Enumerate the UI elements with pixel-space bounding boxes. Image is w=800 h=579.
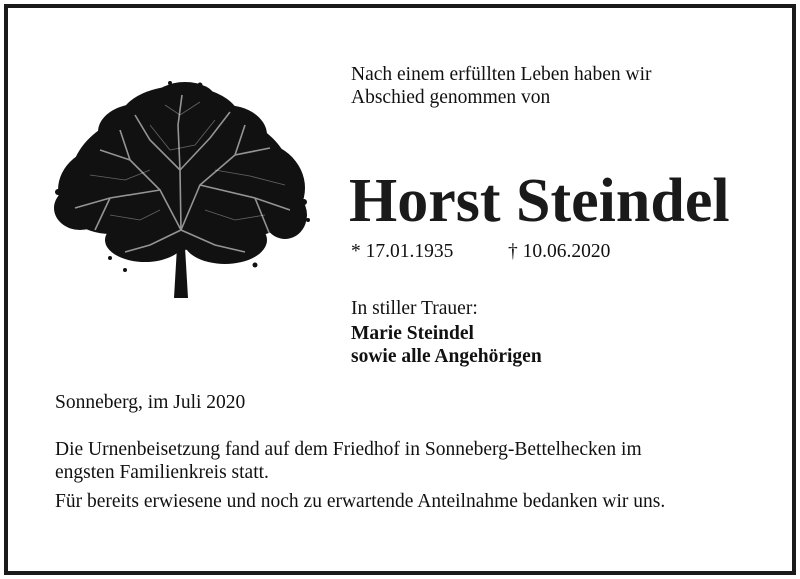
mourner-relatives: sowie alle Angehörigen: [351, 346, 542, 367]
mourning-label: In stiller Trauer:: [351, 298, 478, 319]
deceased-name: Horst Steindel: [349, 167, 730, 235]
burial-line-1: Die Urnenbeisetzung fand auf dem Friedhof in Sonneberg-Bettelhecken im: [55, 439, 642, 460]
thanks-text: Für bereits erwiesene und noch zu erwartende Anteilnahme bedanken wir uns.: [55, 491, 666, 512]
burial-line-2: engsten Familienkreis statt.: [55, 462, 269, 483]
intro-line-2: Abschied genommen von: [351, 87, 551, 108]
place-date: Sonneberg, im Juli 2020: [55, 392, 246, 413]
birth-date: * 17.01.1935: [351, 241, 454, 262]
burial-info: [55, 438, 642, 484]
notice-frame: [4, 4, 796, 575]
intro-line-1: Nach einem erfüllten Leben haben wir: [351, 64, 652, 85]
death-date: † 10.06.2020: [508, 241, 611, 262]
intro-text: [351, 63, 652, 109]
tree-icon: [50, 80, 312, 298]
mourner-name: Marie Steindel: [351, 323, 474, 344]
